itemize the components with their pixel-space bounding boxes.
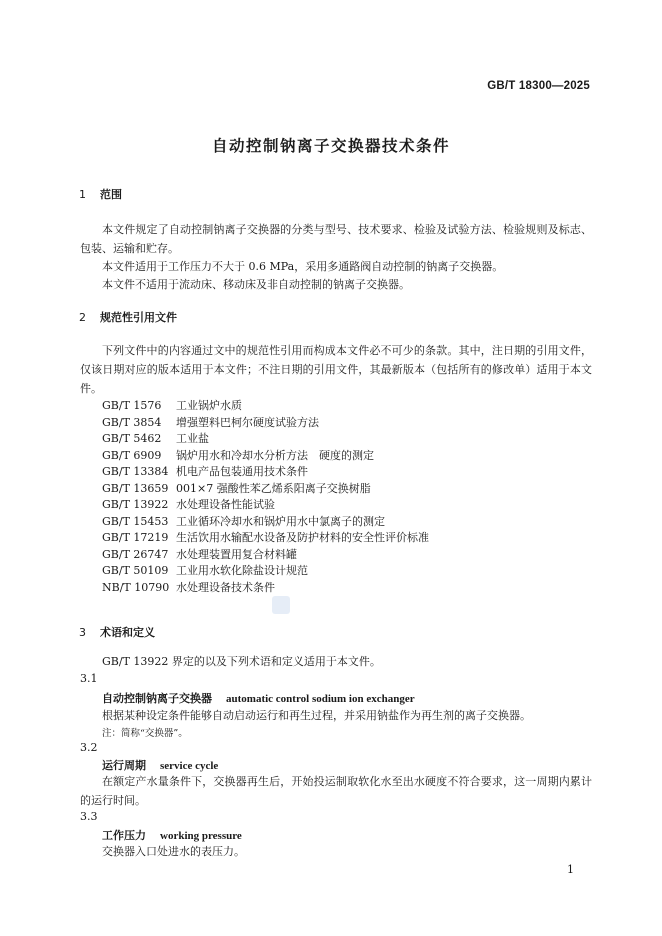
- reference-code: GB/T 13384: [102, 465, 169, 478]
- reference-item: [102, 496, 275, 513]
- reference-code: GB/T 17219: [102, 531, 169, 544]
- terms-intro: GB/T 13922 界定的以及下列术语和定义适用于本文件。: [102, 655, 381, 668]
- clause-number: 3.1: [80, 672, 98, 685]
- reference-title: 增强塑料巴柯尔硬度试验方法: [176, 415, 319, 429]
- clause-number: 3.2: [80, 741, 98, 754]
- clause-number: 3.3: [80, 810, 98, 823]
- reference-title: 工业循环冷却水和锅炉用水中氯离子的测定: [176, 514, 385, 528]
- term-note: 注：简称“交换器”。: [102, 728, 188, 739]
- reference-item: [102, 579, 275, 596]
- term-english: working pressure: [160, 830, 242, 842]
- reference-item: [102, 513, 385, 530]
- reference-title: 锅炉用水和冷却水分析方法 硬度的测定: [176, 448, 374, 462]
- references-intro: 下列文件中的内容通过文中的规范性引用而构成本文件必不可少的条款。其中，注日期的引用文件，仅该日期对应的版本适用于本文件；不注日期的引用文件，其最新版本（包括所有的修改单）适用于本文件。: [80, 344, 592, 395]
- section-title: 范围: [100, 188, 122, 201]
- reference-code: GB/T 1576: [102, 399, 162, 412]
- section-3-heading: [79, 624, 155, 640]
- reference-title: 水处理设备技术条件: [176, 580, 275, 594]
- reference-code: NB/T 10790: [102, 580, 170, 594]
- scope-paragraph-1: 本文件规定了自动控制钠离子交换器的分类与型号、技术要求、检验及试验方法、检验规则及标志、包装、运输和贮存。: [80, 223, 592, 255]
- reference-item: [102, 430, 209, 447]
- reference-code: GB/T 3854: [102, 415, 162, 429]
- term-definition: 在额定产水量条件下，交换器再生后，开始投运制取软化水至出水硬度不符合要求，这一周期内累计的运行时间。: [80, 775, 592, 807]
- term-heading: [102, 690, 415, 706]
- section-number: 2: [79, 311, 86, 324]
- reference-code: GB/T 6909: [102, 448, 162, 462]
- section-1-heading: [79, 186, 122, 202]
- term-definition: 交换器入口处进水的表压力。: [102, 845, 245, 858]
- reference-item: [102, 562, 308, 579]
- reference-title: 水处理装置用复合材料罐: [176, 547, 297, 561]
- term-english: service cycle: [160, 760, 219, 772]
- section-number: 1: [79, 188, 86, 201]
- reference-item: [102, 397, 242, 414]
- section-title: 规范性引用文件: [100, 311, 177, 324]
- page-number: 1: [567, 863, 574, 876]
- term-chinese: 工作压力: [102, 829, 146, 842]
- reference-item: [102, 447, 374, 464]
- reference-title: 001×7 强酸性苯乙烯系阳离子交换树脂: [176, 481, 371, 495]
- reference-code: GB/T 26747: [102, 547, 169, 561]
- watermark-logo: [272, 596, 290, 614]
- term-heading: [102, 757, 218, 773]
- standard-code: GB/T 18300—2025: [487, 80, 590, 92]
- reference-code: GB/T 5462: [102, 432, 162, 445]
- reference-item: [102, 414, 319, 431]
- term-english: automatic control sodium ion exchanger: [226, 693, 415, 705]
- section-number: 3: [79, 626, 86, 639]
- reference-item: [102, 480, 371, 497]
- reference-title: 工业锅炉水质: [176, 399, 242, 412]
- scope-paragraph-3: 本文件不适用于流动床、移动床及非自动控制的钠离子交换器。: [102, 278, 410, 291]
- reference-title: 水处理设备性能试验: [176, 498, 275, 511]
- term-definition: 根据某种设定条件能够自动启动运行和再生过程，并采用钠盐作为再生剂的离子交换器。: [102, 709, 531, 722]
- reference-title: 机电产品包装通用技术条件: [176, 465, 308, 478]
- reference-code: GB/T 13659: [102, 481, 169, 495]
- reference-item: [102, 546, 297, 563]
- scope-paragraph-2: 本文件适用于工作压力不大于 0.6 MPa，采用多通路阀自动控制的钠离子交换器。: [102, 260, 504, 273]
- reference-item: [102, 529, 429, 546]
- reference-code: GB/T 13922: [102, 498, 169, 511]
- document-title: 自动控制钠离子交换器技术条件: [211, 137, 450, 155]
- reference-title: 生活饮用水输配水设备及防护材料的安全性评价标准: [176, 531, 429, 544]
- section-2-heading: [79, 309, 177, 325]
- reference-title: 工业盐: [176, 432, 209, 445]
- section-title: 术语和定义: [100, 626, 155, 639]
- reference-title: 工业用水软化除盐设计规范: [176, 564, 308, 577]
- term-heading: [102, 827, 242, 843]
- reference-item: [102, 463, 308, 480]
- reference-code: GB/T 50109: [102, 564, 169, 577]
- term-chinese: 自动控制钠离子交换器: [102, 692, 212, 705]
- term-chinese: 运行周期: [102, 759, 146, 772]
- reference-code: GB/T 15453: [102, 514, 169, 528]
